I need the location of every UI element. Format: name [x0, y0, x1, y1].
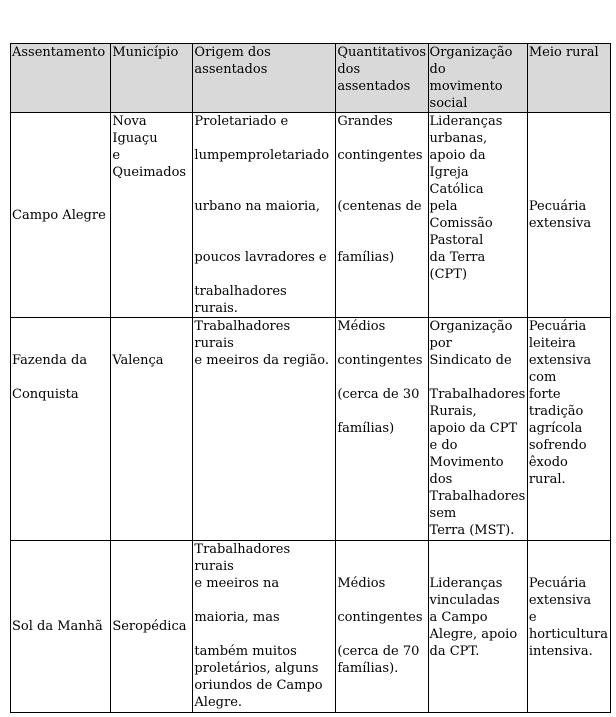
cell-meio-rural: Pecuária leiteira extensiva com forte tradição agrícola sofrendo êxodo rural. — [527, 318, 610, 540]
cell-organizacao: Lideranças urbanas, apoio da Igreja Católica pela Comissão Pastoral da Terra (CPT) — [428, 113, 527, 318]
cell-origem: Proletariado e lumpemproletariado urbano na maioria, poucos lavradores e trabalhadores rurais. — [193, 113, 336, 318]
cell-organizacao: Organização por Sindicato de Trabalhadores Rurais, apoio da CPT e do Movimento dos Trabalhadores sem Terra (MST). — [428, 318, 527, 540]
cell-quantitativos: Grandes contingentes (centenas de famílias) — [336, 113, 428, 318]
header-quantitativos: Quantitativos dos assentados — [336, 44, 428, 113]
cell-meio-rural: Pecuária extensiva e horticultura intensiva. — [527, 540, 610, 712]
cell-municipio: Valença — [111, 318, 193, 540]
table-header-row — [11, 44, 611, 113]
cell-municipio: Nova Iguaçu e Queimados — [111, 113, 193, 318]
table-row — [11, 318, 611, 540]
cell-municipio: Seropédica — [111, 540, 193, 712]
cell-organizacao: Lideranças vinculadas a Campo Alegre, apoio da CPT. — [428, 540, 527, 712]
header-assentamento: Assentamento — [11, 44, 111, 113]
cell-origem: Trabalhadores rurais e meeiros na maioria, mas também muitos proletários, alguns oriundos de Campo Alegre. — [193, 540, 336, 712]
table-row — [11, 113, 611, 318]
cell-assentamento: Campo Alegre — [11, 113, 111, 318]
cell-quantitativos: Médios contingentes (cerca de 30 famílias) — [336, 318, 428, 540]
header-origem: Origem dos assentados — [193, 44, 336, 113]
header-meio-rural: Meio rural — [527, 44, 610, 113]
cell-assentamento: Sol da Manhã — [11, 540, 111, 712]
cell-origem: Trabalhadores rurais e meeiros da região. — [193, 318, 336, 540]
cell-assentamento: Fazenda da Conquista — [11, 318, 111, 540]
header-municipio: Município — [111, 44, 193, 113]
header-organizacao: Organização do movimento social — [428, 44, 527, 113]
cell-meio-rural: Pecuária extensiva — [527, 113, 610, 318]
table-row — [11, 540, 611, 712]
cell-quantitativos: Médios contingentes (cerca de 70 famílias). — [336, 540, 428, 712]
settlements-table — [10, 43, 611, 713]
